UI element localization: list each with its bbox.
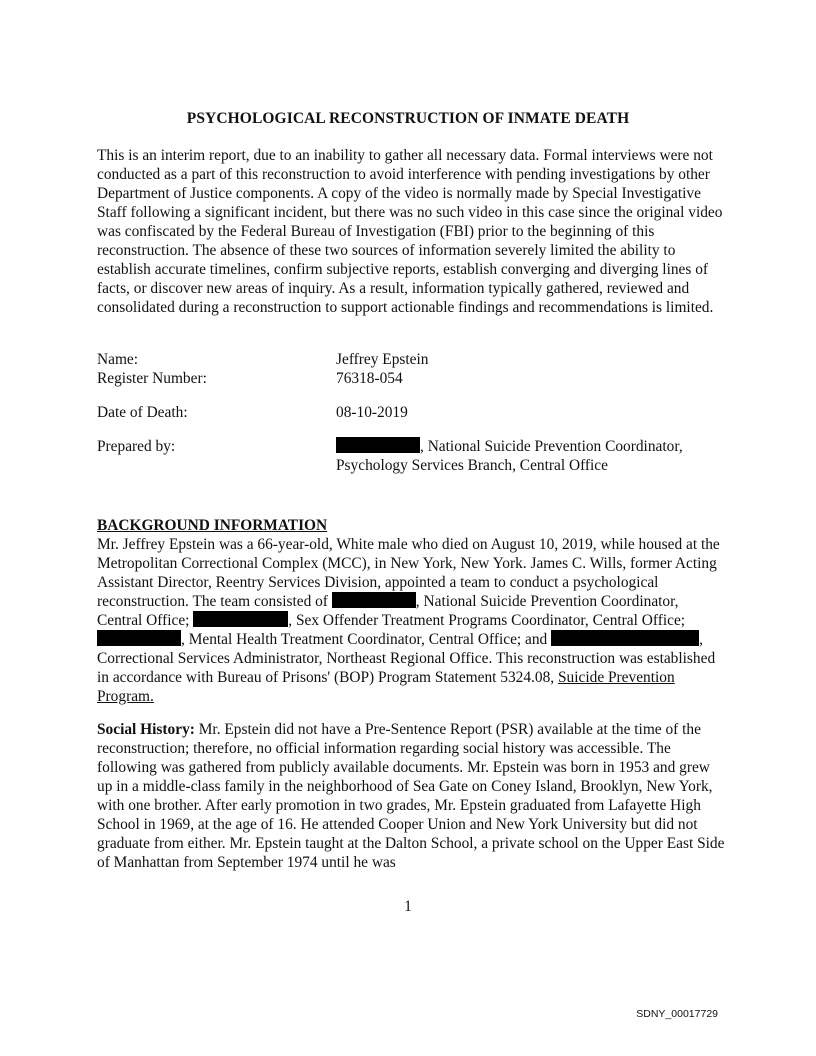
background-text-5: , Correctional Services Administrator, Northeast Regional Office. This reconstruction was established in accordance with Bureau of Prisons' (BOP) Program Statement 5324.08, [97,631,716,686]
redaction-block [193,611,288,627]
name-label: Name: [97,351,139,368]
social-history-text: Mr. Epstein did not have a Pre-Sentence Report (PSR) available at the time of the reconstruction; therefore, no official information regarding social history was accessible. The following was gathered from publicly available documents. Mr. Epstein was born in 1953 and grew up in a middle-class family in the neighborhood of Sea Gate on Coney Island, Brooklyn, New York, with one brother. After early promotion in two grades, Mr. Epstein graduated from Lafayette High School in 1969, at the age of 16. He attended Cooper Union and New York University but did not graduate from either. Mr. Epstein taught at the Dalton School, a private school on the Upper East Side of Manhattan from September 1974 until he was [97,721,725,871]
page-number: 1 [404,898,412,915]
prepared-by-office: Psychology Services Branch, Central Office [336,457,608,474]
prepared-by-row [97,437,725,456]
redaction-block [336,437,420,453]
background-heading: BACKGROUND INFORMATION [97,517,328,534]
suicide-prevention-program-title: Suicide Prevention Program. [97,669,675,705]
background-text-4: , Mental Health Treatment Coordinator, Central Office; and [181,631,552,648]
document-title: PSYCHOLOGICAL RECONSTRUCTION OF INMATE DEATH [186,110,630,127]
redaction-block [332,592,416,608]
background-text-2: , National Suicide Prevention Coordinator, Central Office; [97,593,679,629]
background-text-3: , Sex Offender Treatment Programs Coordinator, Central Office; [288,612,686,629]
prepared-by-label: Prepared by: [97,438,176,455]
register-value: 76318-054 [336,370,403,387]
redaction-block [97,630,181,646]
background-section [97,516,725,706]
inmate-info-fields [97,350,725,475]
social-history-heading: Social History: [97,721,195,738]
prepared-by-row-2 [97,456,725,475]
background-text-1: Mr. Jeffrey Epstein was a 66-year-old, White male who died on August 10, 2019, while housed at the Metropolitan Correctional Complex (MCC), in New York, New York. James C. Wills, former Acting Assistant Director, Reentry Services Division, appointed a team to conduct a psychological reconstruction. The team consisted of [97,536,720,610]
date-of-death-value: 08-10-2019 [336,404,408,421]
date-of-death-label: Date of Death: [97,404,188,421]
intro-paragraph: This is an interim report, due to an inability to gather all necessary data. Formal interviews were not conducted as a part of this reconstruction to avoid interference with pending investigations by other Department of Justice components. A copy of the video is normally made by Special Investigative Staff following a significant incident, but there was no such video in this case since the original video was confiscated by the Federal Bureau of Investigation (FBI) prior to the beginning of this reconstruction. The absence of these two sources of information severely limited the ability to establish accurate timelines, confirm subjective reports, establish converging and diverging lines of facts, or discover new areas of inquiry. As a result, information typically gathered, reviewed and consolidated during a reconstruction to support actionable findings and recommendations is limited. [97,147,723,316]
name-row [97,350,725,369]
redaction-block [551,630,699,646]
register-label: Register Number: [97,370,207,387]
date-of-death-row [97,403,725,422]
name-value: Jeffrey Epstein [336,351,429,368]
prepared-by-title: , National Suicide Prevention Coordinator, [420,438,683,455]
social-history-section [97,720,725,872]
register-row [97,369,725,388]
prepared-by-value [336,437,726,456]
bates-number: SDNY_00017729 [636,1008,718,1020]
